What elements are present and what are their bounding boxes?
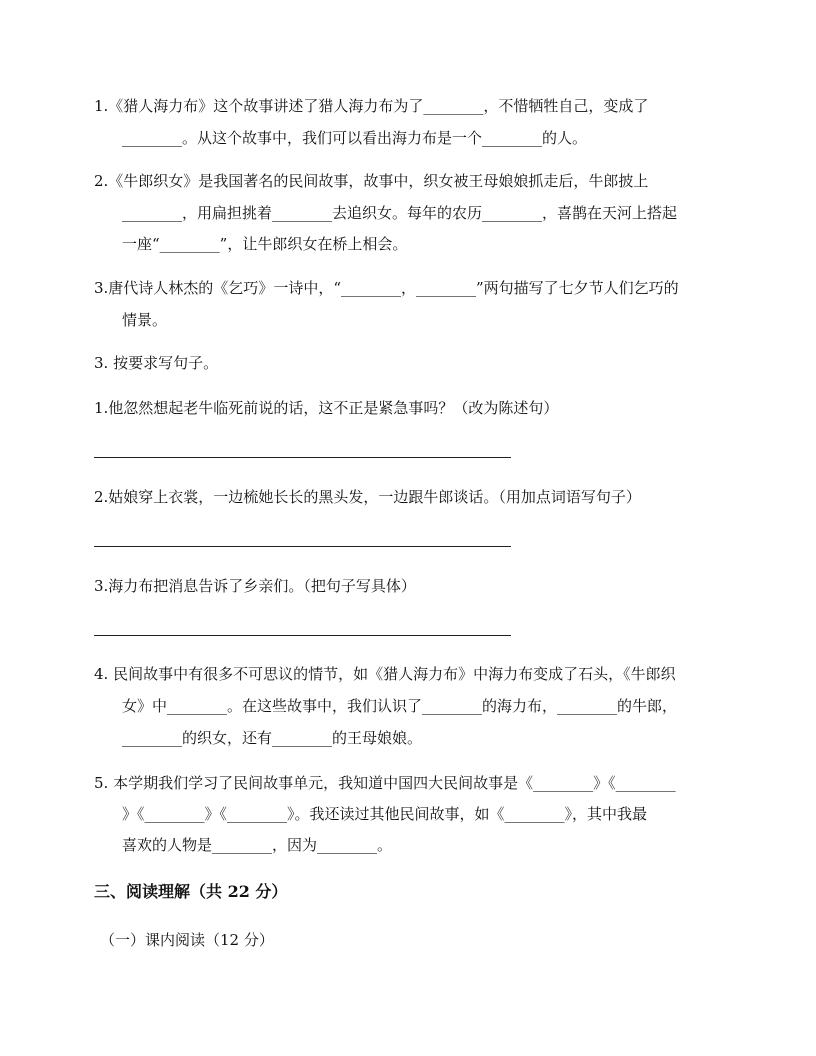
q1-line1: 1.《猎人海力布》这个故事讲述了猎人海力布为了________，不惜牺牲自己，变成了 [94,97,649,115]
q1-line2: ________。从这个故事中，我们可以看出海力布是一个________的人。 [122,129,588,147]
q2-line2: ________，用扁担挑着________去追织女。每年的农历________，喜鹊在天河上搭起 [122,204,678,222]
q3-line1: 3.唐代诗人林杰的《乞巧》一诗中，“________，________”两句描写了七夕节人们乞巧的 [94,279,679,297]
q3-line2: 情景。 [122,311,168,329]
section-title-sentences: 3. 按要求写句子。 [94,354,219,372]
reading-subsection-title: （一）课内阅读（12 分） [100,931,274,949]
answer-line-1[interactable] [94,457,511,458]
reading-section-title: 三、阅读理解（共 22 分） [94,882,288,901]
q4-line1: 4. 民间故事中有很多不可思议的情节，如《猎人海力布》中海力布变成了石头，《牛郎织 [94,665,676,683]
sentence-task-1: 1.他忽然想起老牛临死前说的话，这不正是紧急事吗？（改为陈述句） [94,399,559,417]
answer-line-2[interactable] [94,546,511,547]
sentence-task-2: 2.姑娘穿上衣裳，一边梳她长长的黑头发，一边跟牛郎谈话。（用加点词语写句子） [94,488,641,506]
q5-line2: 》《________》《________》。我还读过其他民间故事，如《________》，其中我最 [122,805,648,823]
answer-line-3[interactable] [94,635,511,636]
q5-line3: 喜欢的人物是________，因为________。 [122,836,393,854]
q5-line1: 5. 本学期我们学习了民间故事单元，我知道中国四大民间故事是《________》《________ [94,774,676,792]
q2-line1: 2.《牛郎织女》是我国著名的民间故事，故事中，织女被王母娘娘抓走后，牛郎披上 [94,172,649,190]
q2-line3: 一座“________”，让牛郎织女在桥上相会。 [122,235,408,253]
sentence-task-3: 3.海力布把消息告诉了乡亲们。（把句子写具体） [94,577,416,595]
q4-line2: 女》中________。在这些故事中，我们认识了________的海力布，________的牛郎， [122,697,678,715]
q4-line3: ________的织女，还有________的王母娘娘。 [122,729,423,747]
